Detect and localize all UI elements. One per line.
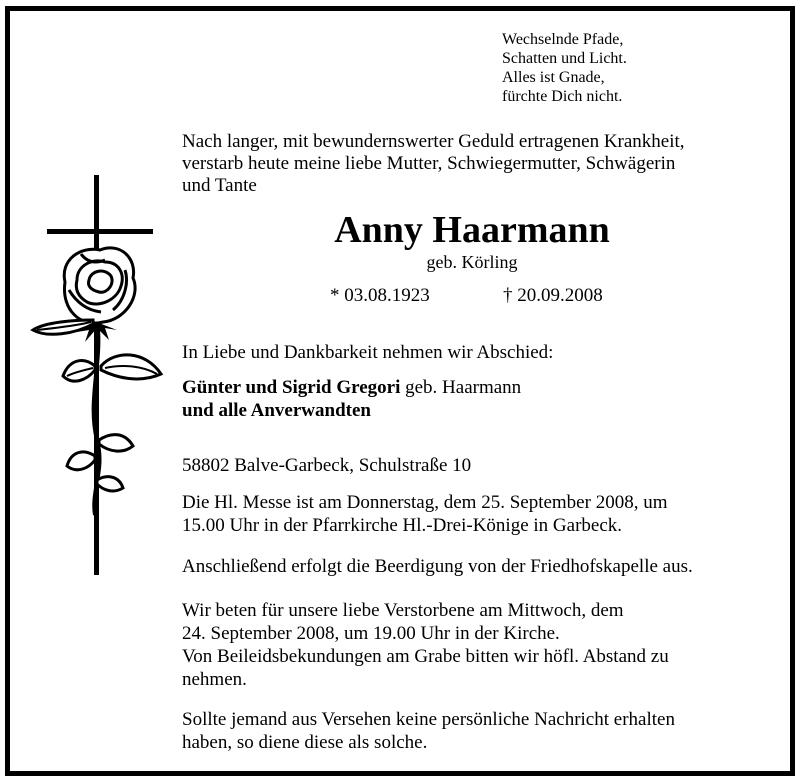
mourners-maiden: geb. Haarmann — [400, 377, 522, 398]
poem-line: Alles ist Gnade, — [502, 69, 605, 86]
intro-line: und Tante — [182, 175, 257, 196]
death-date: † 20.09.2008 — [503, 285, 603, 306]
closing-line: haben, so diene diese als solche. — [182, 732, 428, 753]
poem-line: Schatten und Licht. — [502, 50, 627, 67]
poem-line: Wechselnde Pfade, — [502, 31, 624, 48]
prayer-line: 24. September 2008, um 19.00 Uhr in der Kirche. — [182, 623, 560, 644]
poem-line: fürchte Dich nicht. — [502, 88, 623, 105]
mourners — [182, 376, 521, 422]
poem — [502, 30, 627, 106]
maiden-name: geb. Körling — [426, 252, 518, 272]
intro-line: verstarb heute meine liebe Mutter, Schwiegermutter, Schwägerin — [182, 153, 676, 174]
farewell-text — [182, 341, 553, 364]
burial-info — [182, 555, 693, 578]
prayer-line: Von Beileidsbekundungen am Grabe bitten wir höfl. Abstand zu — [182, 646, 669, 667]
address-line: 58802 Balve-Garbeck, Schulstraße 10 — [182, 455, 472, 476]
prayer-line: Wir beten für unsere liebe Verstorbene am Mittwoch, dem — [182, 600, 624, 621]
farewell-line: In Liebe und Dankbarkeit nehmen wir Abschied: — [182, 342, 554, 363]
burial-line: Anschließend erfolgt die Beerdigung von der Friedhofskapelle aus. — [182, 556, 693, 577]
closing-note — [182, 708, 675, 754]
intro-line: Nach langer, mit bewundernswerter Geduld ertragenen Krankheit, — [182, 131, 685, 152]
mass-line: 15.00 Uhr in der Pfarrkirche Hl.-Drei-Könige in Garbeck. — [182, 515, 623, 536]
closing-line: Sollte jemand aus Versehen keine persönliche Nachricht erhalten — [182, 709, 675, 730]
birth-date: * 03.08.1923 — [330, 285, 430, 306]
prayer-line: nehmen. — [182, 669, 247, 690]
mourners-names: Günter und Sigrid Gregori — [182, 377, 401, 398]
mass-line: Die Hl. Messe ist am Donnerstag, dem 25. September 2008, um — [182, 492, 668, 513]
intro-text — [182, 131, 782, 197]
mass-info — [182, 491, 667, 537]
address — [182, 454, 471, 477]
mourners-line-1 — [182, 376, 521, 399]
relatives: und alle Anverwandten — [182, 400, 371, 421]
prayer-info — [182, 599, 669, 691]
mourners-line-2 — [182, 399, 521, 422]
deceased-name: Anny Haarmann — [334, 209, 610, 251]
